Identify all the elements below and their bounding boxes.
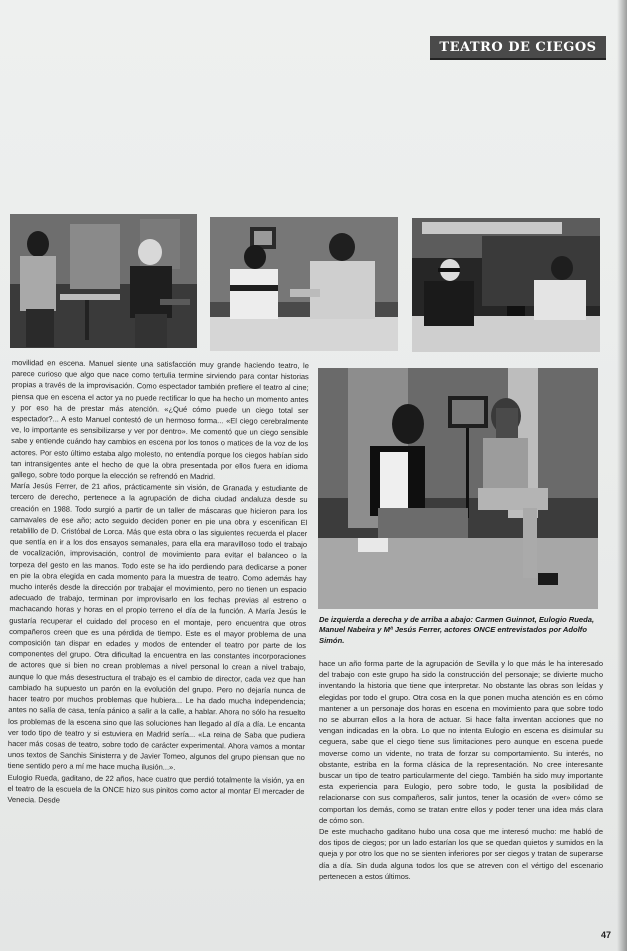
section-tag: TEATRO DE CIEGOS	[430, 36, 606, 60]
interview-photo-icon	[10, 214, 197, 348]
page-number: 47	[600, 930, 611, 940]
actors-portrait-photo	[318, 368, 598, 609]
interview-photo-3	[412, 218, 600, 352]
interview-photo-1	[10, 214, 197, 348]
actors-portrait-photo-icon	[318, 368, 598, 609]
interview-photo-icon	[210, 217, 398, 351]
interview-photo-icon	[412, 218, 600, 352]
article-column-right: hace un año forma parte de la agrupación de Sevilla y lo que más le ha interesado del trabajo con este grupo ha sido la construcción del personaje; se divierte mucho inventando la historia que tiene que interpretar. No obstante las obras son leídas y elegidas por todo el grupo. Otra cosa en la que ponen mucha atención es en cómo mantener a un personaje dos horas en escena en movimiento para que sobre todo no se aburran ellos a la hora de actuar. Si hace falta inventan acciones que no vengan indicadas en la obra. Lo que no intenta Eulogio en escena es disimular su ceguera, sabe que el ciego tiene sus limitaciones pero aunque en escena puede moverse como un vidente, no trata de forzar su comportamiento. Su interés, no obstante, estriba en la forma clásica de la representación. No cree interesante buscar un tipo de teatro particularmente del ciego. También ha sido muy importante esta experiencia para Eulogio, pero sobre todo, le gusta la posibilidad de relacionarse con sus compañeros, salir juntos, tener la ocasión de «ver» cómo se comportan los demás, como se tratan entre ellos y poder tener una idea más clara de cómo son. De este muchacho gaditano hubo una cosa que me interesó mucho: me habló de dos tipos de ciegos; por un lado estarían los que se quedan quietos y sumidos en la queja y por otro los que no se sienten inferiores por ser ciegos y tratan de superarse día a día. Sin duda alguna todos los que se atreven con el vértigo del escenario pertenecen a estos últimos.	[319, 659, 603, 881]
interview-photo-2	[210, 217, 398, 351]
article-column-left: movilidad en escena. Manuel siente una satisfacción muy grande haciendo teatro, le parece curioso que algo que nace como tertulia termine sirviendo para contar historias propias a través de la improvisación. Como espectador también prefiere el teatro al cine; piensa que en escena el actor ya no puede rectificar lo que ha hecho un momento antes y por eso ha de prestar más atención. «¿Qué cómo puede un ciego total ser espectador?... A esto Manuel contestó de un hermoso forma... «El ciego cerebralmente ve, lo importante es sensibilizarse y ver por dentro». Me comentó que un ciego sensible sabe y entiende cuándo hay cambios en escena por los tonos o matices de la voz de los actores. Por esto último estaba algo molesto, no entendía porque los ciegos habían sido tan intransigentes ante el hecho de que la obra presentada por ellos fuera en idioma gallego, sobre todo porque la elección se refrendó en Madrid. María Jesús Ferrer, de 21 años, prácticamente sin visión, de Granada y estudiante de tercero de derecho, pertenece a la agrupación de dicha ciudad andaluza desde su creación en 1988. Todo surgió a partir de un taller de máscaras que hicieron para los carnavales de ese año; acto seguido deciden poner en pie una obra y escenifican El retablillo de D. Cristóbal de Lorca. Más que esta obra o las siguientes recuerda el placer que sentía en ir a los dos ensayos semanales, para ella era maravilloso todo el trabajo de vocalización, improvisación, control de movimiento para evitar el balanceo o la torpeza del gesto en las manos. Todo este se ha ido perdiendo para dedicarse a poner en pie la obra elegida en cada momento para la muestra de teatro. Como además hay mucho interés desde la dirección por trabajar el movimiento, pero no tienen un espacio adecuado de trabajo, terminan por improvisarlo en los fechas previas al estreno o machacando horas y horas en el propio terreno el día de la función. A María Jesús le gustaría recuperar el cuidado del proceso en el montaje, pero encuentra que otros compañeros creen que es una pérdida de tiempo. Este es el mayor problema de una composición tan dispar en edades y modos de entender el teatro por parte de los componentes del grupo. Otra dificultad la encuentra en las constantes incorporaciones de actores que si bien no crean problemas a nivel personal lo crean a nivel trabajo, aunque lo que más desestructura el trabajo es el cambio de director, cada vez que han cambiado ha supuesto un parón en la evolución del grupo. Pero no dejaría nunca de hacer teatro por muchos problemas que hubiera... Le ha dado mucha independencia; antes no salía de casa, tenía pánico a salir a la calle, a hablar. Ahora no sólo ha resuelto los problemas de la escena sino que las soluciones han llegado al día a día. Le encanta ver todo tipo de teatro y si estuviera en Madrid sería... «La reina de Saba que pudiera hacer más cosas de teatro, sobre todo de carácter experimental. Ahora vamos a montar unos textos de Sanchis Sinisterra y de Javier Tomeo, algunos del grupo piensan que no tiene sentido pero a mí me hace mucha ilusión...». Eulogio Rueda, gaditano, de 22 años, hace cuatro que perdió totalmente la visión, ya en el teatro de la escuela de la ONCE hizo sus pinitos como actor al montar El mercader de Venecia. Desde	[7, 357, 309, 805]
photo-caption: De izquierda a derecha y de arriba a abajo: Carmen Guinnot, Eulogio Rueda, Manuel Nabeira y Mª Jesús Ferrer, actores ONCE entrevistados por Adolfo Simón.	[319, 615, 595, 645]
